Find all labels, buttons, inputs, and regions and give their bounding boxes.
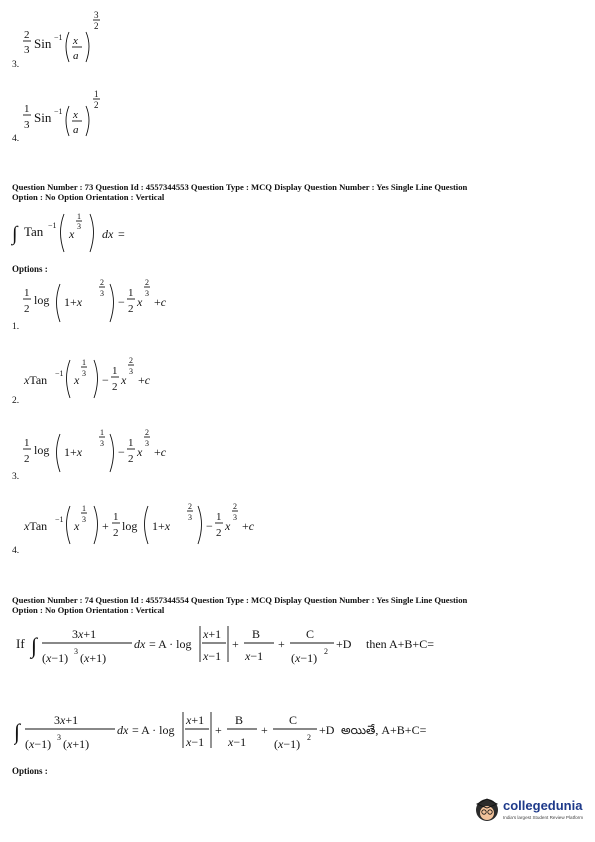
svg-text:dx: dx xyxy=(102,227,114,241)
svg-text:x: x xyxy=(74,519,80,533)
svg-text:dx: dx xyxy=(134,637,146,651)
svg-text:−: − xyxy=(118,445,125,459)
svg-text:(x+1): (x+1) xyxy=(63,737,90,751)
svg-text:3: 3 xyxy=(77,222,81,231)
svg-text:2: 2 xyxy=(24,453,30,465)
svg-text:B: B xyxy=(235,713,244,727)
svg-text:+c: +c xyxy=(242,519,255,533)
svg-text:= A · log: = A · log xyxy=(149,637,192,651)
svg-text:x−1: x−1 xyxy=(203,649,222,663)
q73-option-3-number: 3. xyxy=(12,472,20,482)
svg-text:2: 2 xyxy=(307,733,311,742)
svg-text:−1: −1 xyxy=(54,33,63,42)
svg-text:1: 1 xyxy=(24,103,30,115)
svg-text:2: 2 xyxy=(128,453,134,465)
svg-text:1: 1 xyxy=(77,212,81,221)
q74-telugu-tail: అయితే, A+B+C= xyxy=(341,723,427,737)
svg-text:x: x xyxy=(137,295,143,309)
svg-text:−1: −1 xyxy=(55,515,64,524)
svg-text:(x+1): (x+1) xyxy=(80,651,107,665)
svg-text:xTan: xTan xyxy=(24,519,48,533)
q73-option-4-formula xyxy=(20,500,280,552)
q73-option-1-number: 1. xyxy=(12,322,20,332)
svg-text:−: − xyxy=(118,295,125,309)
svg-text:+c: +c xyxy=(154,445,167,459)
svg-text:2: 2 xyxy=(128,303,134,315)
collegedunia-brand: collegedunia xyxy=(503,798,583,813)
svg-text:2: 2 xyxy=(24,29,30,41)
svg-text:2: 2 xyxy=(24,303,30,315)
q73-option-3-formula xyxy=(20,424,220,480)
svg-text:log: log xyxy=(34,443,50,457)
svg-text:x: x xyxy=(69,227,75,241)
svg-text:3: 3 xyxy=(74,647,78,656)
svg-text:x: x xyxy=(121,373,127,387)
collegedunia-tagline: India's largest Student Review Platform xyxy=(503,815,584,820)
q74-english-tail: then A+B+C= xyxy=(366,637,434,651)
svg-text:∫: ∫ xyxy=(31,633,38,658)
svg-text:∫: ∫ xyxy=(12,223,18,245)
q73-option-1-formula xyxy=(20,274,220,330)
svg-text:−: − xyxy=(206,519,213,533)
svg-text:B: B xyxy=(252,627,261,641)
q72-option-4-number: 4. xyxy=(12,134,20,144)
svg-text:x: x xyxy=(73,109,78,121)
q73-header-line2: Option : No Option Orientation : Vertical xyxy=(12,191,165,202)
svg-text:2: 2 xyxy=(324,647,328,656)
svg-text:+: + xyxy=(278,637,285,651)
svg-text:2: 2 xyxy=(216,527,222,539)
svg-text:2: 2 xyxy=(145,278,149,287)
q74-telugu-formula xyxy=(14,704,484,760)
svg-text:C: C xyxy=(306,627,315,641)
svg-text:1: 1 xyxy=(82,358,86,367)
svg-text:1: 1 xyxy=(100,428,104,437)
svg-text:=: = xyxy=(118,227,125,241)
svg-text:3: 3 xyxy=(57,733,61,742)
collegedunia-logo xyxy=(473,794,585,828)
svg-text:−1: −1 xyxy=(48,221,57,230)
svg-text:3x+1: 3x+1 xyxy=(72,627,97,641)
svg-text:+: + xyxy=(232,637,239,651)
svg-text:= A · log: = A · log xyxy=(132,723,175,737)
svg-text:x: x xyxy=(225,519,231,533)
svg-text:2: 2 xyxy=(94,100,99,110)
svg-text:2: 2 xyxy=(129,356,133,365)
svg-text:x−1: x−1 xyxy=(245,649,264,663)
svg-text:x−1: x−1 xyxy=(186,735,205,749)
q74-header-line2: Option : No Option Orientation : Vertical xyxy=(12,604,165,615)
svg-text:Tan: Tan xyxy=(24,224,44,239)
svg-text:xTan: xTan xyxy=(24,373,48,387)
svg-text:−: − xyxy=(102,373,109,387)
svg-text:+c: +c xyxy=(138,373,151,387)
svg-text:1: 1 xyxy=(128,287,134,299)
svg-text:x: x xyxy=(137,445,143,459)
svg-text:+: + xyxy=(102,519,109,533)
svg-text:log: log xyxy=(34,293,50,307)
q73-options-label: Options : xyxy=(12,264,48,274)
q73-header-line1: Question Number : 73 Question Id : 4557344553 Question Type : MCQ Display Question Number : Yes Single Line Question xyxy=(12,182,468,192)
svg-text:If: If xyxy=(16,636,25,651)
q72-option-3-number: 3. xyxy=(12,60,20,70)
svg-text:1+x: 1+x xyxy=(64,295,83,309)
svg-text:x+1: x+1 xyxy=(203,627,222,641)
svg-text:1: 1 xyxy=(112,365,118,377)
svg-text:C: C xyxy=(289,713,298,727)
svg-text:2: 2 xyxy=(94,21,99,31)
svg-text:−1: −1 xyxy=(54,107,63,116)
svg-text:3: 3 xyxy=(145,289,149,298)
svg-text:2: 2 xyxy=(145,428,149,437)
svg-text:1: 1 xyxy=(113,511,119,523)
svg-text:x: x xyxy=(74,373,80,387)
svg-text:1+x: 1+x xyxy=(64,445,83,459)
svg-text:3: 3 xyxy=(82,515,86,524)
svg-text:+c: +c xyxy=(154,295,167,309)
svg-text:1: 1 xyxy=(128,437,134,449)
svg-text:1: 1 xyxy=(94,90,99,99)
svg-text:3: 3 xyxy=(188,513,192,522)
q74-header-line1: Question Number : 74 Question Id : 4557344554 Question Type : MCQ Display Question Number : Yes Single Line Question xyxy=(12,595,468,605)
svg-text:3: 3 xyxy=(145,439,149,448)
q72-option-4-formula xyxy=(20,90,140,148)
svg-text:∫: ∫ xyxy=(14,719,21,744)
svg-text:(x−1): (x−1) xyxy=(291,651,318,665)
svg-text:+: + xyxy=(215,723,222,737)
svg-text:3: 3 xyxy=(100,439,104,448)
svg-text:3: 3 xyxy=(82,369,86,378)
svg-text:3: 3 xyxy=(24,44,30,56)
svg-text:(x−1): (x−1) xyxy=(42,651,69,665)
svg-text:(x−1): (x−1) xyxy=(274,737,301,751)
q73-option-2-formula xyxy=(20,352,220,404)
svg-text:+D: +D xyxy=(336,637,352,651)
svg-text:3: 3 xyxy=(129,367,133,376)
svg-text:3: 3 xyxy=(94,10,99,20)
q73-option-2-number: 2. xyxy=(12,396,20,406)
svg-text:2: 2 xyxy=(112,381,118,393)
svg-text:(x−1): (x−1) xyxy=(25,737,52,751)
svg-text:1: 1 xyxy=(216,511,222,523)
svg-text:1: 1 xyxy=(82,504,86,513)
svg-text:3: 3 xyxy=(100,289,104,298)
svg-text:dx: dx xyxy=(117,723,129,737)
q73-option-4-number: 4. xyxy=(12,546,20,556)
svg-text:a: a xyxy=(73,124,79,136)
svg-text:Sin: Sin xyxy=(34,36,52,51)
svg-text:x: x xyxy=(73,35,78,47)
svg-text:3x+1: 3x+1 xyxy=(54,713,79,727)
svg-text:x+1: x+1 xyxy=(186,713,205,727)
svg-text:log: log xyxy=(122,519,138,533)
svg-text:3: 3 xyxy=(24,119,30,131)
q72-option-3-formula xyxy=(20,8,140,66)
q74-header xyxy=(12,596,587,615)
svg-text:Sin: Sin xyxy=(34,110,52,125)
q73-header xyxy=(12,183,587,202)
svg-text:2: 2 xyxy=(100,278,104,287)
svg-text:−1: −1 xyxy=(55,369,64,378)
svg-text:2: 2 xyxy=(233,502,237,511)
svg-text:1: 1 xyxy=(24,287,30,299)
svg-text:x−1: x−1 xyxy=(228,735,247,749)
q73-question-formula xyxy=(10,204,150,256)
svg-text:1: 1 xyxy=(24,437,30,449)
svg-text:3: 3 xyxy=(233,513,237,522)
svg-text:+D: +D xyxy=(319,723,335,737)
svg-text:a: a xyxy=(73,50,79,62)
svg-text:1+x: 1+x xyxy=(152,519,171,533)
svg-text:+: + xyxy=(261,723,268,737)
q74-options-label: Options : xyxy=(12,766,48,776)
svg-text:2: 2 xyxy=(188,502,192,511)
q74-english-formula xyxy=(14,618,484,674)
svg-text:2: 2 xyxy=(113,527,119,539)
